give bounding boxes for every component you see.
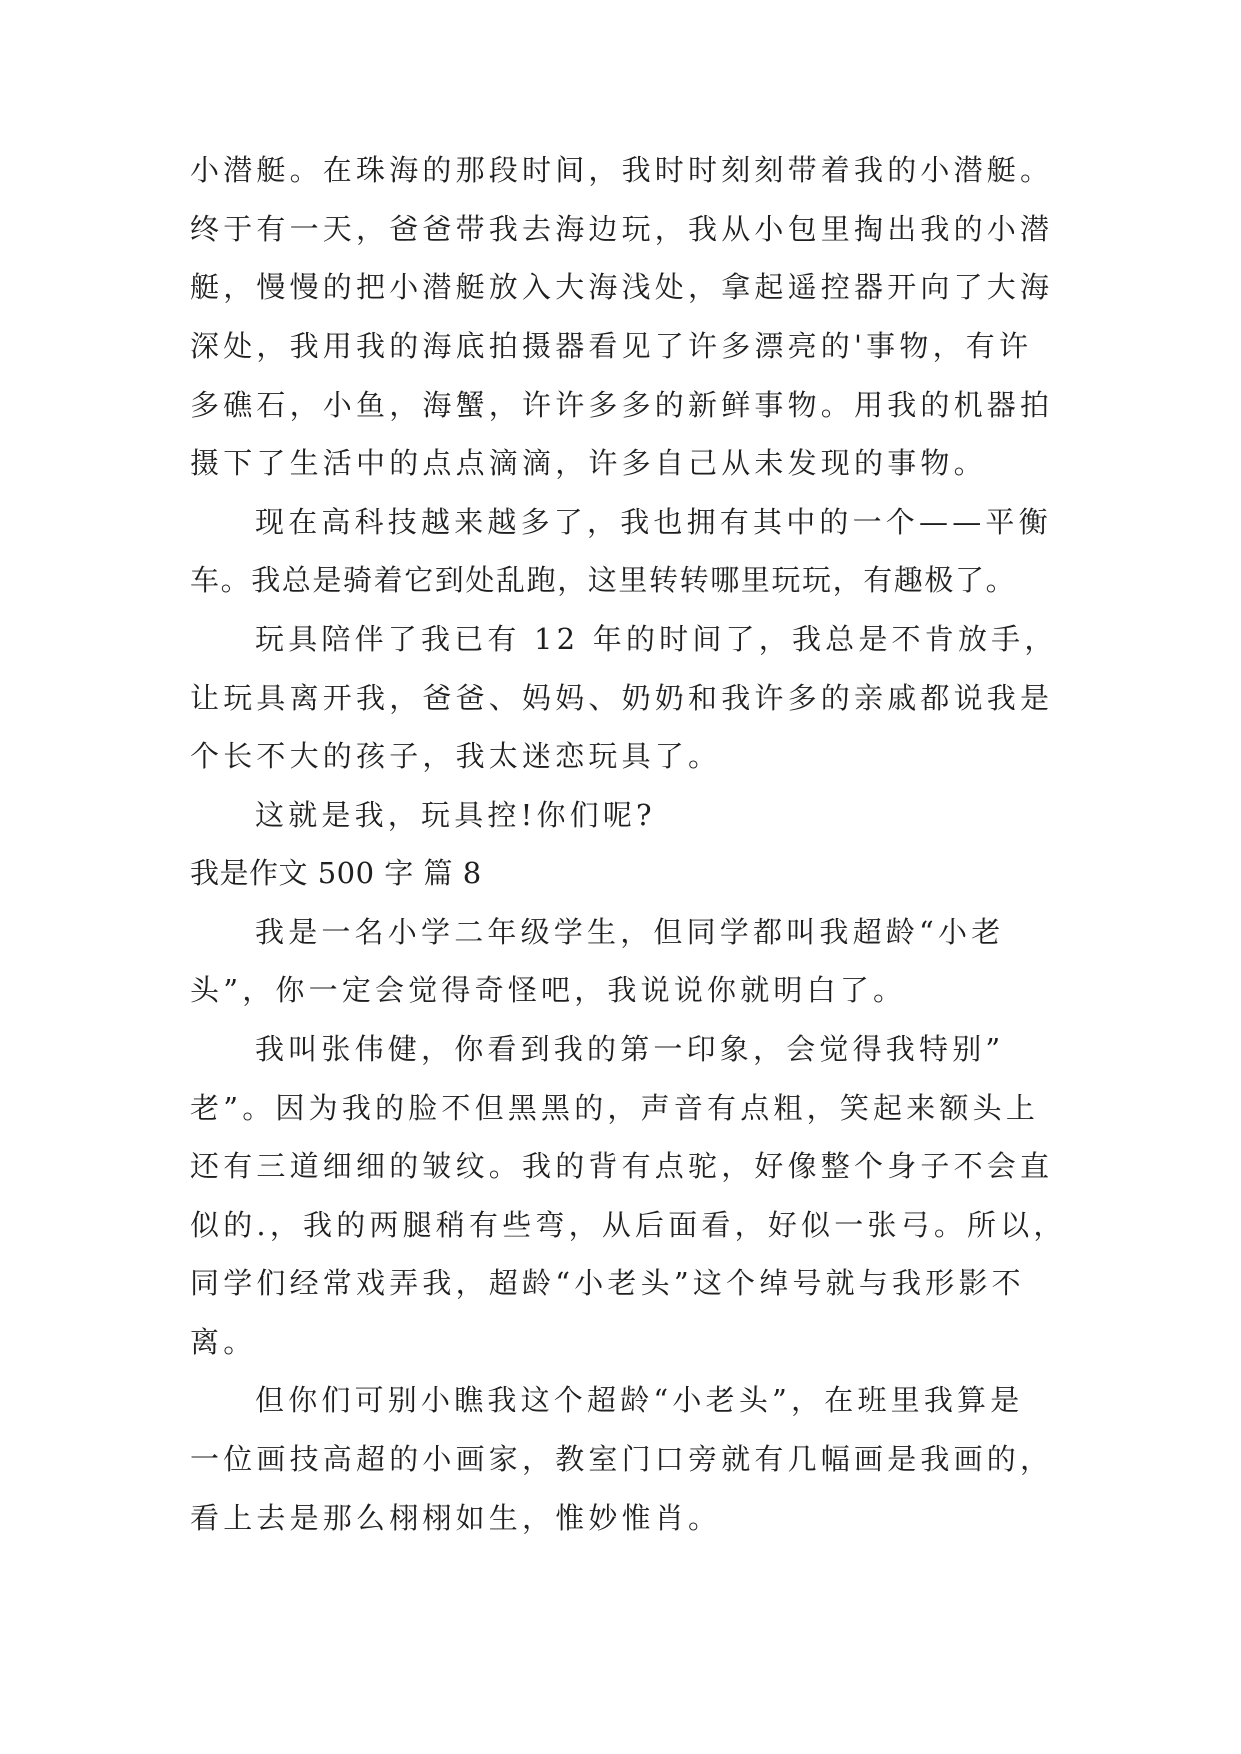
text-line: 看上去是那么栩栩如生，惟妙惟肖。 (190, 1501, 722, 1535)
paragraph-first-line: 我叫张伟健，你看到我的第一印象，会觉得我特别” (255, 1032, 1005, 1066)
text-line: 离。 (190, 1325, 257, 1359)
text-line: 一位画技高超的小画家，教室门口旁就有几幅画是我画的， (190, 1442, 1054, 1476)
text-line: 摄下了生活中的点点滴滴，许多自己从未发现的事物。 (190, 446, 987, 480)
text-line: 让玩具离开我，爸爸、妈妈、奶奶和我许多的亲戚都说我是 (190, 681, 1054, 715)
text-line: 终于有一天，爸爸带我去海边玩，我从小包里掏出我的小潜 (190, 212, 1054, 246)
text-line: 头”，你一定会觉得奇怪吧，我说说你就明白了。 (190, 973, 907, 1007)
text-line: 老”。因为我的脸不但黑黑的，声音有点粗，笑起来额头上 (190, 1091, 1040, 1125)
text-line: 小潜艇。在珠海的那段时间，我时时刻刻带着我的小潜艇。 (190, 153, 1054, 187)
text-line: 似的.，我的两腿稍有些弯，从后面看，好似一张弓。所以， (190, 1208, 1067, 1242)
text-line: 多礁石，小鱼，海蟹，许许多多的新鲜事物。用我的机器拍 (190, 388, 1054, 422)
paragraph-first-line: 但你们可别小瞧我这个超龄“小老头”，在班里我算是 (255, 1383, 1024, 1417)
paragraph-first-line: 现在高科技越来越多了，我也拥有其中的一个——平衡 (255, 505, 1052, 539)
text-line: 深处，我用我的海底拍摄器看见了许多漂亮的'事物，有许 (190, 329, 1033, 363)
paragraph-first-line: 我是一名小学二年级学生，但同学都叫我超龄“小老 (255, 915, 1005, 949)
text-line: 同学们经常戏弄我，超龄“小老头”这个绰号就与我形影不 (190, 1266, 1025, 1300)
text-line: 车。我总是骑着它到处乱跑，这里转转哪里玩玩，有趣极了。 (190, 563, 1017, 597)
paragraph-first-line: 这就是我，玩具控!你们呢? (255, 798, 656, 832)
paragraph-first-line: 玩具陪伴了我已有 12 年的时间了，我总是不肯放手， (255, 622, 1058, 656)
text-line: 个长不大的孩子，我太迷恋玩具了。 (190, 739, 722, 773)
text-line: 艇，慢慢的把小潜艇放入大海浅处，拿起遥控器开向了大海 (190, 270, 1054, 304)
section-heading: 我是作文 500 字 篇 8 (190, 856, 482, 890)
text-line: 还有三道细细的皱纹。我的背有点驼，好像整个身子不会直 (190, 1149, 1054, 1183)
